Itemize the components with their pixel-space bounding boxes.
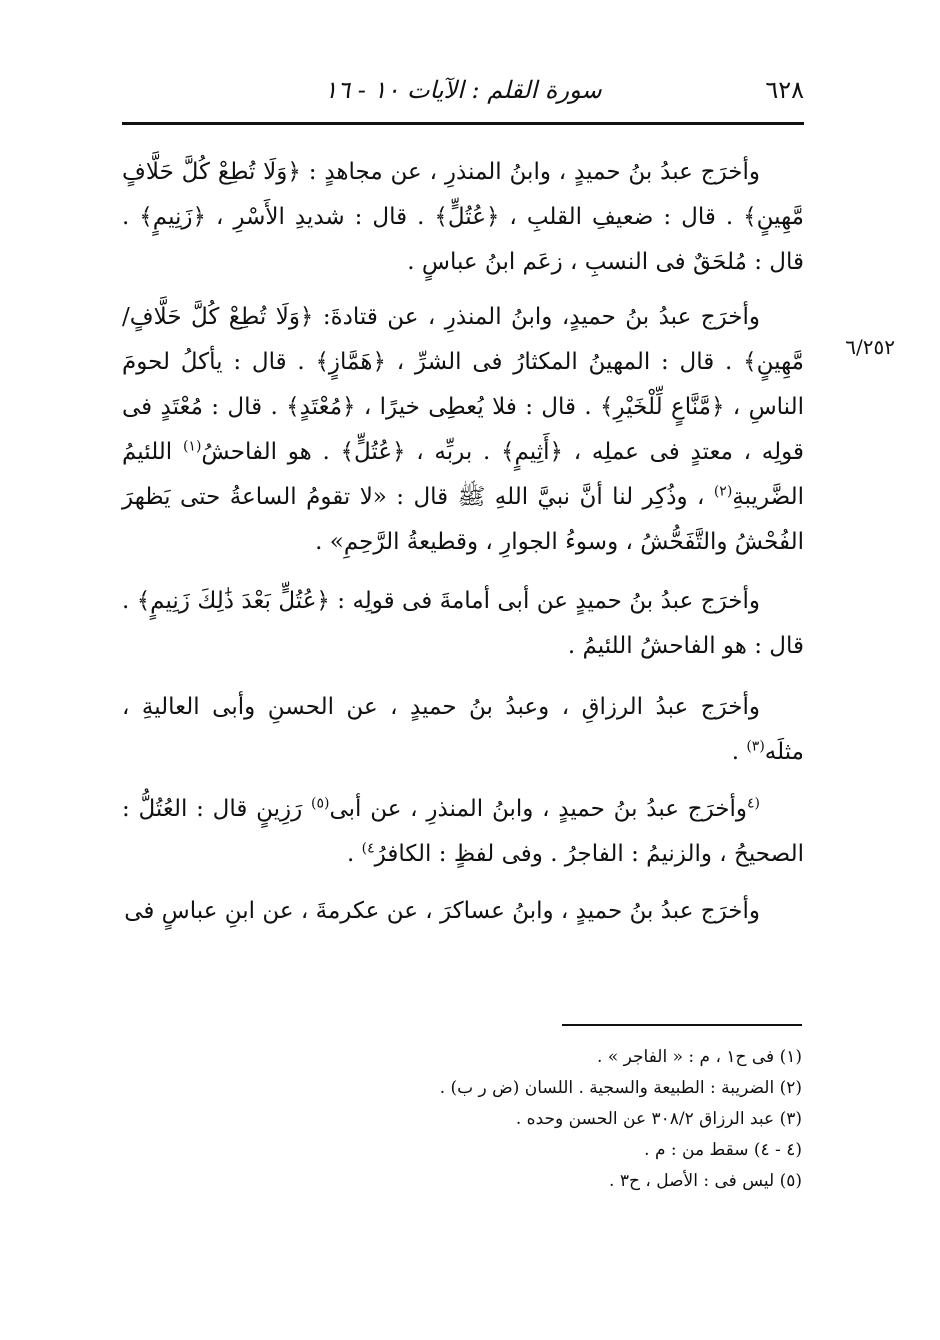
footnote-marker-2: (٢): [713, 483, 733, 500]
margin-reference: ٦/٢٥٢: [845, 335, 895, 359]
paragraph-5-text-a: وأخرَج عبدُ بنُ حميدٍ ، وابنُ المنذرِ ، عن أبى: [329, 796, 747, 822]
paragraph-3: وأخرَج عبدُ بنُ حميدٍ عن أبى أمامةَ فى قولِه : ﴿عُتُلٍّ بَعْدَ ذَٰلِكَ زَنِيمٍ﴾ . قال : هو الفاحشُ اللئيمُ .: [122, 588, 804, 659]
paragraph-2-text-c: ، وذُكِر لنا أنَّ نبيَّ اللهِ ﷺ قال : «لا تقومُ الساعةُ حتى يَظهرَ الفُحْشُ والتَّفَحُّشُ ، وسوءُ الجوارِ ، وقطيعةُ الرَّحِمِ» .: [122, 484, 804, 555]
running-title: سورة القلم : الآيات ١٠ - ١٦: [324, 76, 602, 104]
paragraph-5-text-b: رَزِينٍ قال : العُتُلُّ : الصحيحُ ، والزنيمُ : الفاجرُ . وفى لفظٍ : الكافرُ: [122, 796, 804, 867]
footnote-2: (٢) الضريبة : الطبيعة والسجية . اللسان (ض ر ب) .: [439, 1078, 802, 1098]
footnote-4: (٤ - ٤) سقط من : م .: [644, 1140, 802, 1160]
footnote-marker-3: (٣): [746, 738, 765, 755]
paragraph-6: وأخرَج عبدُ بنُ حميدٍ ، وابنُ عساكرَ ، عن عكرمةَ ، عن ابنِ عباسٍ فى: [124, 898, 760, 924]
footnote-marker-4-end: ٤): [361, 840, 375, 857]
footnote-5: (٥) ليس فى : الأصل ، ح٣ .: [609, 1171, 802, 1191]
page-number: ٦٢٨: [765, 76, 804, 104]
footnote-marker-4-start: (٤: [747, 795, 760, 812]
paragraph-4-text-a: وأخرَج عبدُ الرزاقِ ، وعبدُ بنُ حميدٍ ، عن الحسنِ وأبى العاليةِ ، مثلَه: [122, 694, 804, 765]
paragraph-2-text-a: وأخرَج عبدُ بنُ حميدٍ، وابنُ المنذرِ ، عن قتادةَ: ﴿وَلَا تُطِعْ كُلَّ حَلَّافٍ/مَّهِينٍ﴾ . قال : المهينُ المكثارُ فى الشرِّ ، ﴿هَمَّازٍ﴾ . قال : يأكلُ لحومَ الناسِ ، ﴿مَّنَّاعٍ لِّلْخَيْرِ﴾ . قال : فلا يُعطِى خيرًا ، ﴿مُعْتَدٍ﴾ . قال : مُعْتَدٍ فى قولِه ، معتدٍ فى عملِه ، ﴿أَثِيمٍ﴾ . بربِّه ، ﴿عُتُلٍّ﴾ . هو الفاحشُ: [122, 304, 805, 465]
paragraph-2-text-b: اللئيمُ الضَّريبةِ: [122, 439, 804, 510]
main-text: [122, 150, 804, 934]
paragraph-5-text-c: .: [347, 841, 362, 867]
paragraph-5: [122, 787, 804, 877]
footnote-3: (٣) عبد الرزاق ٣٠٨/٢ عن الحسن وحده .: [515, 1109, 802, 1129]
paragraph-1: وأخرَج عبدُ بنُ حميدٍ ، وابنُ المنذرِ ، عن مجاهدٍ : ﴿وَلَا تُطِعْ كُلَّ حَلَّافٍ مَّهِينٍ﴾ . قال : ضعيفِ القلبِ ، ﴿عُتُلٍّ﴾ . قال : شديدِ الأَسْرِ ، ﴿زَنِيمٍ﴾ . قال : مُلحَقٌ فى النسبِ ، زعَم ابنُ عباسٍ .: [122, 159, 804, 275]
paragraph-4: [122, 685, 804, 775]
header-rule: [122, 122, 804, 125]
footnote-rule: [562, 1024, 802, 1026]
paragraph-4-text-b: .: [731, 739, 747, 765]
footnotes: [300, 1042, 802, 1197]
paragraph-2: [122, 295, 804, 565]
footnote-1: (١) فى ح١ ، م : « الفاجر » .: [597, 1047, 802, 1067]
footnote-marker-1: (١): [182, 438, 202, 455]
footnote-marker-5: (٥): [311, 795, 330, 812]
page-header: [122, 76, 804, 116]
